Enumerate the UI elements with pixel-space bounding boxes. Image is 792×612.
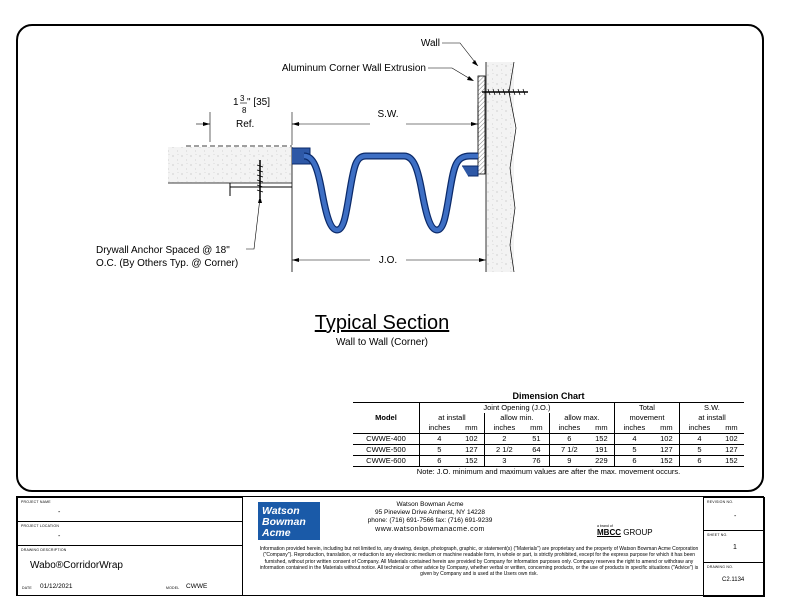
- model: CWWE: [186, 583, 208, 590]
- project-name-cell: [17, 497, 243, 522]
- hdr-unit: inches: [484, 423, 523, 434]
- drawing-description: Wabo®CorridorWrap: [30, 560, 123, 571]
- model-label: MODEL: [166, 586, 180, 590]
- ref-dim-rest: " [35]: [247, 97, 271, 108]
- cell: 102: [654, 434, 680, 445]
- hdr-at-install: at install: [419, 413, 484, 423]
- cell: 102: [719, 434, 744, 445]
- chart-note: Note: J.O. minimum and maximum values are after the max. movement occurs.: [416, 467, 681, 476]
- drawing-no-label: DRAWING NO.: [707, 565, 734, 569]
- cell: 2 1/2: [484, 445, 523, 456]
- project-location-label: PROJECT LOCATION: [21, 524, 60, 528]
- extrusion-label: Aluminum Corner Wall Extrusion: [281, 63, 426, 74]
- cell: 64: [524, 445, 550, 456]
- hdr-unit: mm: [660, 423, 673, 432]
- hdr-sw-at-install: at install: [679, 413, 744, 423]
- project-location: -: [58, 533, 61, 540]
- cell: 191: [589, 445, 615, 456]
- hdr-unit: inches: [549, 423, 588, 434]
- hdr-unit: inches: [679, 423, 718, 434]
- company-phone: phone: (716) 691-7566 fax: (716) 691-9239: [367, 517, 493, 525]
- chart-title: Dimension Chart: [353, 390, 744, 403]
- anchor-label-2: O.C. (By Others Typ. @ Corner): [96, 258, 239, 269]
- sheet-label: SHEET NO.: [707, 533, 728, 537]
- wall-label: Wall: [420, 38, 440, 49]
- ref-label: Ref.: [236, 119, 255, 130]
- section-title: Typical Section: [314, 312, 450, 334]
- drawing-no: C2.1134: [722, 577, 745, 583]
- cell: 6: [614, 456, 653, 467]
- drawing-description-label: DRAWING DESCRIPTION: [21, 548, 67, 552]
- hdr-allow-max: allow max.: [549, 413, 614, 423]
- company-logo: [258, 502, 320, 540]
- company-name: Watson Bowman Acme: [396, 501, 464, 508]
- hdr-sw: S.W.: [679, 403, 744, 414]
- hdr-total: Total: [614, 403, 679, 414]
- table-row: [353, 445, 744, 456]
- row-model: CWWE-400: [353, 434, 419, 445]
- date-label: DATE: [22, 586, 32, 590]
- logo-line: Acme: [262, 527, 291, 539]
- cell: 76: [524, 456, 550, 467]
- cell: 152: [654, 456, 680, 467]
- project-name-label: PROJECT NAME: [21, 500, 51, 504]
- hdr-unit: inches: [614, 423, 653, 434]
- hdr-movement: movement: [614, 413, 679, 423]
- row-model: CWWE-500: [353, 445, 419, 456]
- sheet: 1: [733, 544, 737, 551]
- project-location-cell: [17, 521, 243, 546]
- cell: 127: [654, 445, 680, 456]
- hdr-unit: mm: [725, 423, 738, 432]
- table-row: [353, 434, 744, 445]
- cell: 152: [719, 456, 744, 467]
- cell: 4: [419, 434, 458, 445]
- revision: -: [734, 513, 737, 520]
- wall-extrusion: [478, 76, 485, 174]
- cell: 229: [589, 456, 615, 467]
- cell: 102: [459, 434, 485, 445]
- mbcc-mark: MBCC: [597, 528, 621, 537]
- hdr-allow-min: allow min.: [484, 413, 549, 423]
- cell: 5: [419, 445, 458, 456]
- project-name: -: [58, 509, 61, 516]
- company-website[interactable]: www.watsonbowmanacme.com: [375, 525, 485, 533]
- jo-label: J.O.: [378, 255, 398, 266]
- cell: 6: [549, 434, 588, 445]
- hdr-joint-opening: Joint Opening (J.O.): [419, 403, 614, 414]
- revision-label: REVISION NO.: [707, 500, 734, 504]
- drawing-description-cell: [17, 545, 243, 596]
- disclaimer: Information provided herein, including but not limited to, any drawing, design, photograph, graphic, or statement(s) ("Materials") are proprietary and the property of Watson Bowman Acme Corporation ("Company"). Reproduction, translation, or reduction to any electronic medium or machine readable form, in whole or part, is strictly prohibited, except for the express purpose for which it has been furnished, without prior written consent of Company. All Materials contained herein are provided by Company for information purposes only. Company reserves the right to amend or withdraw any information contained in the Materials without notice. All technical or other advice by Company, whether verbal or written, concerning products, or the use of products in specific situations ("Advice") is given by Company and is used at the Users own risk.: [259, 546, 699, 578]
- left-slab: [168, 147, 292, 183]
- hdr-unit: inches: [419, 423, 458, 434]
- cell: 5: [679, 445, 718, 456]
- company-street: 95 Pineview Drive Amherst, NY 14228: [374, 509, 486, 517]
- table-row: [353, 456, 744, 467]
- drawing-no-cell: [703, 562, 765, 597]
- company-address: [330, 501, 530, 534]
- cell: 2: [484, 434, 523, 445]
- ref-dim-den: 8: [242, 106, 247, 115]
- sheet-cell: [703, 530, 765, 563]
- cell: 7 1/2: [549, 445, 588, 456]
- cell: 3: [484, 456, 523, 467]
- hdr-unit: mm: [530, 423, 543, 432]
- mbcc-small: a brand of: [597, 524, 613, 528]
- cell: 9: [549, 456, 588, 467]
- cell: 5: [614, 445, 653, 456]
- ref-dim-whole: 1: [233, 97, 239, 108]
- revision-cell: [703, 497, 765, 531]
- anchor-label-1: Drywall Anchor Spaced @ 18": [96, 245, 230, 256]
- logo-line: Watson: [262, 505, 300, 517]
- date: 01/12/2021: [40, 583, 73, 590]
- hdr-model: Model: [375, 413, 397, 422]
- hdr-unit: mm: [595, 423, 608, 432]
- cell: 4: [679, 434, 718, 445]
- cell: 152: [589, 434, 615, 445]
- logo-line: Bowman: [262, 516, 306, 528]
- cell: 127: [459, 445, 485, 456]
- dimension-chart: [353, 390, 744, 477]
- cell: 51: [524, 434, 550, 445]
- section-subtitle: Wall to Wall (Corner): [335, 337, 429, 348]
- cell: 6: [679, 456, 718, 467]
- mbcc-group: GROUP: [623, 528, 653, 537]
- cell: 127: [719, 445, 744, 456]
- row-model: CWWE-600: [353, 456, 419, 467]
- cell: 4: [614, 434, 653, 445]
- hdr-unit: mm: [465, 423, 478, 432]
- cell: 152: [459, 456, 485, 467]
- ref-dim-num: 3: [240, 94, 245, 103]
- mbcc-logo: [597, 524, 653, 537]
- cell: 6: [419, 456, 458, 467]
- sw-label: S.W.: [377, 109, 399, 120]
